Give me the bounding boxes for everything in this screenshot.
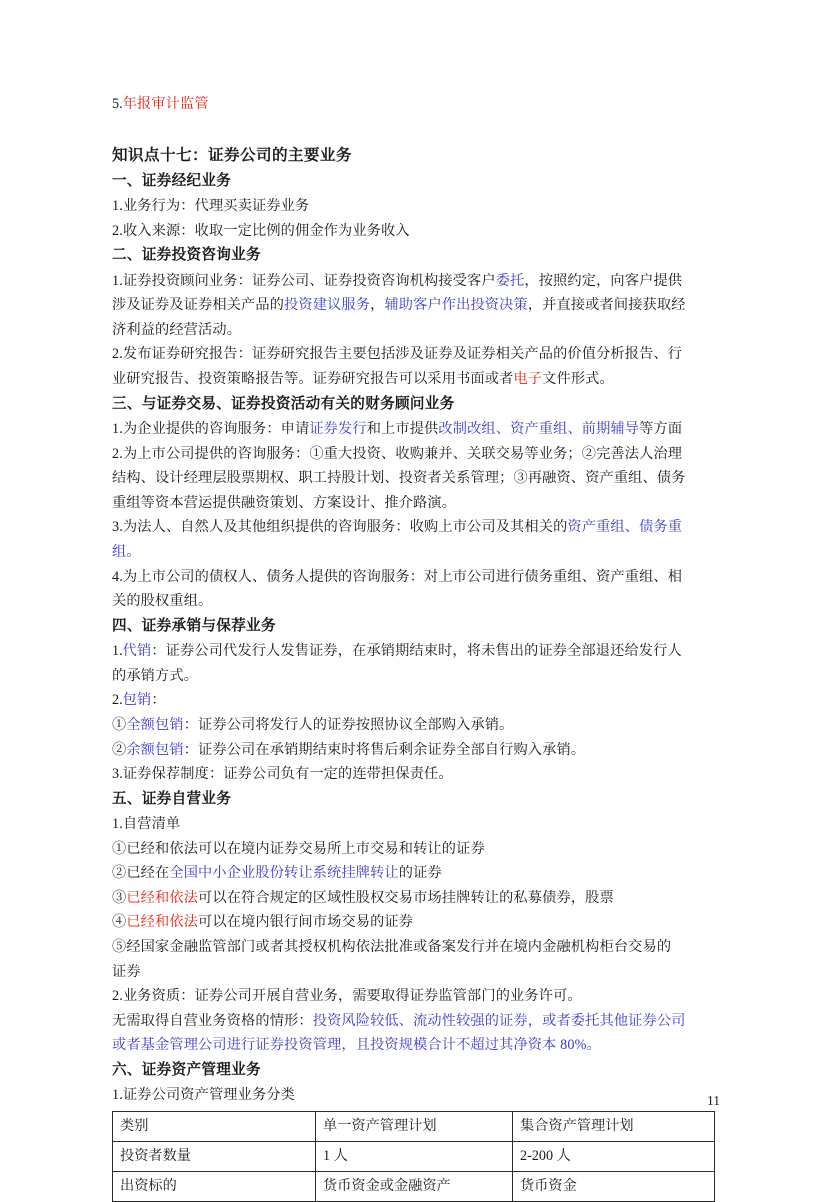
- section-2-para-1-line-2: [112, 293, 720, 318]
- highlight-restructuring-terms: 改制改组、资产重组、前期辅导: [438, 420, 640, 437]
- text-run: 涉及证券及证券相关产品的: [112, 297, 285, 314]
- section-3-item-2-line-3: 重组等资本营运提供融资策划、方案设计、推介路演。: [112, 494, 457, 511]
- text-run: 业研究报告、投资策略报告等。证券研究报告可以采用书面或者: [112, 370, 514, 387]
- highlight-advisory-service: 投资建议服务: [284, 297, 371, 314]
- list-number: 1.: [112, 643, 123, 660]
- section-2-para-2-line-2: [112, 367, 720, 392]
- section-5-title: 五、证券自营业务: [112, 790, 232, 807]
- intro-item-5: [112, 92, 720, 117]
- section-1-line-1: 1.业务行为：代理买卖证券业务: [112, 198, 310, 214]
- section-5-list-item-3: [112, 886, 720, 911]
- section-3-item-3-line-1: [112, 515, 720, 540]
- section-3-item-1: [112, 417, 720, 442]
- section-3-item-3-line-2: [112, 540, 720, 565]
- text-run: ：证券公司代发行人发售证券，在承销期结束时，将未售出的证券全部退还给发行人: [151, 643, 682, 660]
- highlight-full-underwriting: 全额包销: [126, 716, 184, 733]
- text-run: ：: [151, 692, 166, 709]
- table-cell: 1 人: [316, 1142, 513, 1172]
- section-4-item-1-line-2: 的承销方式。: [112, 667, 199, 684]
- table-row: [113, 1172, 715, 1202]
- intro-item-5-text: 年报审计监管: [122, 96, 209, 112]
- text-run: 3.为法人、自然人及其他组织提供的咨询服务：收购上市公司及其相关的: [112, 519, 568, 536]
- highlight-asset-debt-restructuring: 资产重组、债务重: [567, 519, 683, 536]
- section-2-para-1-line-3: 济利益的经营活动。: [112, 321, 242, 338]
- table-cell: 货币资金: [513, 1172, 715, 1202]
- table-header-cell: 单一资产管理计划: [316, 1112, 513, 1142]
- section-5-exemption-line-2: 或者基金管理公司进行证券投资管理，且投资规模合计不超过其净资本 80%。: [112, 1037, 601, 1054]
- section-5-list-item-1: ①已经和依法可以在境内证券交易所上市交易和转让的证券: [112, 840, 485, 857]
- page-number: 11: [707, 1093, 720, 1108]
- text-run: ：证券公司在承销期结束时将售后剩余证券全部自行购入承销。: [183, 741, 586, 758]
- section-2-para-1-line-1: [112, 269, 720, 294]
- table-row: [113, 1112, 715, 1142]
- section-4-item-3: 3.证券保荐制度：证券公司负有一定的连带担保责任。: [112, 766, 453, 783]
- spacer: [112, 117, 720, 143]
- section-2-para-2-line-1: 2.发布证券研究报告：证券研究报告主要包括涉及证券及证券相关产品的价值分析报告、行: [112, 346, 683, 363]
- table-cell: 出资标的: [113, 1172, 316, 1202]
- asset-management-classification-table: [112, 1111, 715, 1202]
- list-number: ②: [112, 741, 127, 758]
- text-run: 可以在符合规定的区域性股权交易市场挂牌转让的私募债券，股票: [198, 889, 614, 906]
- table-row: [113, 1142, 715, 1172]
- section-4-item-2-sub-2: [112, 738, 720, 763]
- text-run: 可以在境内银行间市场交易的证券: [198, 914, 414, 931]
- section-6-title: 六、证券资产管理业务: [112, 1062, 261, 1079]
- intro-item-5-number: 5.: [112, 96, 123, 112]
- section-3-title: 三、与证券交易、证券投资活动有关的财务顾问业务: [112, 395, 455, 412]
- table-header-cell: 类别: [113, 1112, 316, 1142]
- text-run: 文件形式。: [542, 370, 614, 387]
- text-run: 。: [126, 543, 141, 560]
- section-5-item-2: 2.业务资质：证券公司开展自营业务，需要取得证券监管部门的业务许可。: [112, 988, 582, 1005]
- section-3-item-2-line-1: 2.为上市公司提供的咨询服务：①重大投资、收购兼并、关联交易等业务；②完善法人治理: [112, 445, 683, 462]
- section-3-item-4-line-1: 4.为上市公司的债权人、债务人提供的咨询服务：对上市公司进行债务重组、资产重组、相: [112, 568, 683, 585]
- text-run: ：证券公司将发行人的证券按照协议全部购入承销。: [183, 716, 514, 733]
- section-3-item-4-line-2: 关的股权重组。: [112, 593, 213, 610]
- highlight-asset-debt-restructuring-cont: 组: [112, 543, 127, 560]
- document-body: [112, 92, 720, 1202]
- highlight-standby-underwriting: 余额包销: [126, 741, 184, 758]
- text-run: ②已经在: [112, 865, 170, 882]
- section-6-item-1: 1.证券公司资产管理业务分类: [112, 1087, 295, 1104]
- section-1-line-2: 2.收入来源：收取一定比例的佣金作为业务收入: [112, 222, 410, 239]
- table-cell: 投资者数量: [113, 1142, 316, 1172]
- table-cell: 2-200 人: [513, 1142, 715, 1172]
- text-run: 和上市提供: [366, 420, 439, 437]
- table-cell: 货币资金或金融资产: [316, 1172, 513, 1202]
- text-run: 1.证券投资顾问业务：证券公司、证券投资咨询机构接受客户: [112, 272, 496, 289]
- highlight-electronic: 电子: [513, 370, 543, 387]
- list-number: ③: [112, 889, 127, 906]
- text-run: 无需取得自营业务资格的情形：: [112, 1012, 313, 1029]
- section-4-item-1-line-1: [112, 639, 720, 664]
- highlight-already-and-lawfully-4: 已经和依法: [126, 914, 199, 931]
- highlight-already-and-lawfully-3: 已经和依法: [126, 889, 199, 906]
- section-4-title: 四、证券承销与保荐业务: [112, 617, 276, 634]
- list-number: ④: [112, 914, 127, 931]
- page-title: 知识点十七：证券公司的主要业务: [112, 146, 352, 164]
- text-run: ，按照约定，向客户提供: [524, 272, 683, 289]
- highlight-neeq-system: 全国中小企业股份转让系统挂牌转让: [169, 865, 399, 882]
- text-run: ，: [370, 297, 385, 314]
- list-number: ①: [112, 716, 127, 733]
- section-4-item-2: [112, 688, 720, 713]
- table-header-cell: 集合资产管理计划: [513, 1112, 715, 1142]
- highlight-entrust: 委托: [495, 272, 525, 289]
- highlight-exemption-conditions: 投资风险较低、流动性较强的证券，或者委托其他证券公司: [312, 1012, 686, 1029]
- section-5-list-item-4: [112, 910, 720, 935]
- list-number: 2.: [112, 692, 123, 709]
- section-5-list-item-5-line-2: 证券: [112, 963, 141, 980]
- highlight-agency-sale: 代销: [122, 643, 152, 660]
- text-run: 等方面: [639, 420, 683, 437]
- highlight-securities-issuance: 证券发行: [309, 420, 367, 437]
- section-3-item-2-line-2: 结构、设计经理层股票期权、职工持股计划、投资者关系管理；③再融资、资产重组、债务: [112, 470, 686, 487]
- text-run: 的证券: [398, 865, 442, 882]
- highlight-assist-decision: 辅助客户作出投资决策: [384, 297, 528, 314]
- highlight-firm-commitment: 包销: [122, 692, 152, 709]
- section-2-title: 二、证券投资咨询业务: [112, 247, 261, 264]
- section-5-list-item-2: [112, 861, 720, 886]
- section-1-title: 一、证券经纪业务: [112, 172, 232, 189]
- section-4-item-2-sub-1: [112, 713, 720, 738]
- section-5-item-1: 1.自营清单: [112, 816, 181, 833]
- section-5-list-item-5-line-1: ⑤经国家金融监管部门或者其授权机构依法批准或备案发行并在境内金融机构柜台交易的: [112, 939, 672, 956]
- section-5-exemption-line-1: [112, 1009, 720, 1034]
- text-run: 1.为企业提供的咨询服务：申请: [112, 420, 310, 437]
- text-run: ，并直接或者间接获取经: [527, 297, 686, 314]
